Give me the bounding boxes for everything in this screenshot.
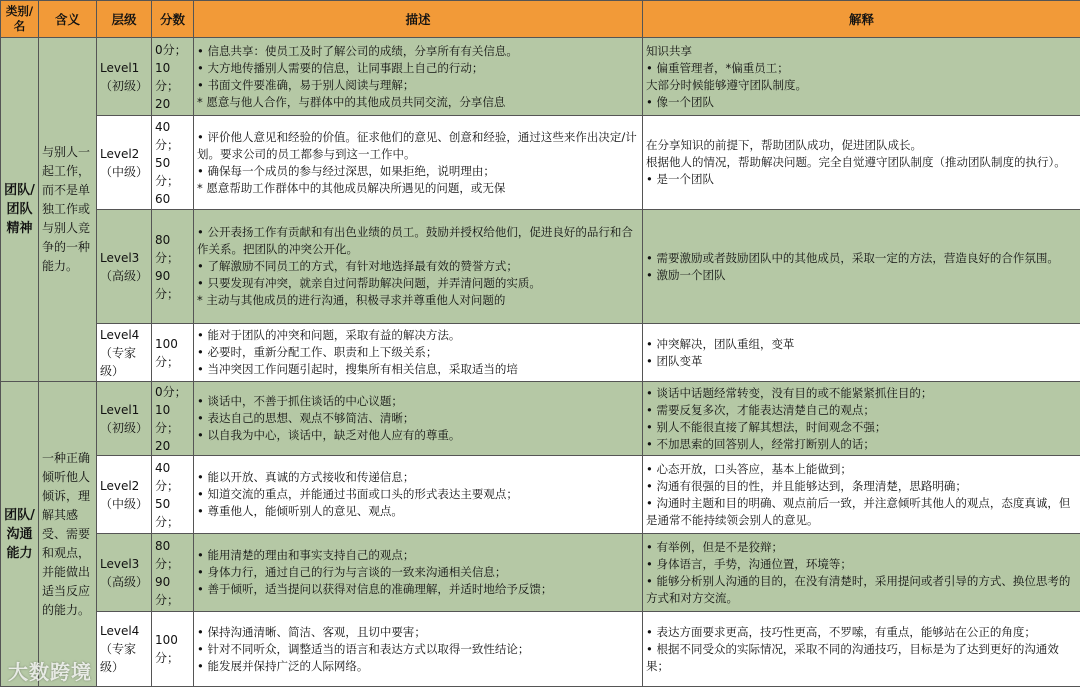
table-row bbox=[1, 456, 1080, 534]
header-description: 描述 bbox=[194, 1, 643, 38]
table-row bbox=[1, 534, 1080, 612]
header-meaning: 含义 bbox=[39, 1, 97, 38]
description-line: • 必要时，重新分配工作、职责和上下级关系； bbox=[197, 345, 438, 359]
description-line: • 尊重他人，能倾听别人的意见、观点。 bbox=[197, 504, 403, 518]
table-row bbox=[1, 324, 1080, 382]
description-line: * 愿意与他人合作，与群体中的其他成员共同交流，分享信息 bbox=[197, 94, 506, 109]
description-line: * 主动与其他成员的进行沟通，积极寻求并尊重他人对问题的 bbox=[197, 293, 506, 307]
score-cell: 80分；90分； bbox=[152, 210, 194, 324]
description-line: • 当冲突因工作问题引起时，搜集所有相关信息，采取适当的培 bbox=[197, 362, 518, 376]
score-cell: 40分；50分；60 bbox=[152, 116, 194, 210]
level-cell: Level4（专家级） bbox=[97, 612, 152, 687]
description-line: • 确保每一个成员的参与经过深思，如果拒绝，说明理由； bbox=[197, 163, 495, 178]
explanation-line: • 谈话中话题经常转变，没有目的或不能紧紧抓住目的； bbox=[646, 385, 933, 400]
level-cell: Level1（初级） bbox=[97, 382, 152, 456]
score-cell: 40分；50分； bbox=[152, 456, 194, 534]
explanation-line: • 沟通有很强的目的性，并且能够达到，条理清楚，思路明确； bbox=[646, 478, 967, 493]
description-line: • 针对不同听众，调整适当的语言和表达方式以取得一致性结论； bbox=[197, 641, 530, 656]
description-line: • 只要发现有冲突，就亲自过问帮助解决问题，并弄清问题的实质。 bbox=[197, 276, 541, 290]
explanation-line: • 表达方面要求更高，技巧性更高，不罗嗦，有重点，能够站在公正的角度； bbox=[646, 624, 1036, 639]
level-cell: Level4（专家级） bbox=[97, 324, 152, 382]
description-line: • 以自我为中心，谈话中，缺乏对他人应有的尊重。 bbox=[197, 428, 461, 442]
explanation-line: 大部分时候能够遵守团队制度。 bbox=[646, 77, 807, 92]
explanation-cell bbox=[643, 612, 1080, 687]
description-line: • 书面文件要准确，易于别人阅读与理解； bbox=[197, 77, 415, 92]
description-cell bbox=[194, 612, 643, 687]
explanation-line: 根据他人的情况，帮助解决问题。完全自觉遵守团队制度（推动团队制度的执行）。 bbox=[646, 155, 1066, 169]
header-level: 层级 bbox=[97, 1, 152, 38]
explanation-cell bbox=[643, 324, 1080, 382]
table-row bbox=[1, 116, 1080, 210]
score-cell: 0分；10分；20 bbox=[152, 382, 194, 456]
explanation-line: • 偏重管理者，*偏重员工； bbox=[646, 60, 789, 75]
explanation-cell bbox=[643, 116, 1080, 210]
meaning-cell: 一种正确倾听他人倾诉，理解其感受、需要和观点，并能做出适当反应的能力。 bbox=[39, 382, 97, 687]
explanation-line: • 身体语言，手势，沟通位置，环境等； bbox=[646, 556, 852, 571]
score-cell: 80分；90分； bbox=[152, 534, 194, 612]
description-line: • 了解激励不同员工的方式，有针对地选择最有效的赞誉方式； bbox=[197, 259, 518, 273]
level-cell: Level3（高级） bbox=[97, 534, 152, 612]
explanation-line: • 根据不同受众的实际情况，采取不同的沟通技巧，目标是为了达到更好的沟通效果； bbox=[646, 641, 1059, 673]
score-cell: 100分； bbox=[152, 612, 194, 687]
explanation-line: • 激励一个团队 bbox=[646, 267, 726, 282]
watermark-logo: 大数跨境 bbox=[8, 660, 92, 684]
header-category: 类别/名 bbox=[1, 1, 39, 38]
level-cell: Level3（高级） bbox=[97, 210, 152, 324]
explanation-cell bbox=[643, 382, 1080, 456]
category-cell: 团队/沟通能力 bbox=[1, 382, 39, 687]
description-cell bbox=[194, 324, 643, 382]
description-line: • 表达自己的思想、观点不够简洁、清晰； bbox=[197, 411, 415, 425]
description-line: • 信息共享：使员工及时了解公司的成绩，分享所有有关信息。 bbox=[197, 43, 518, 58]
header-row bbox=[1, 1, 1080, 38]
description-line: • 谈话中，不善于抓住谈话的中心议题； bbox=[197, 394, 403, 408]
description-line: • 能发展并保持广泛的人际网络。 bbox=[197, 658, 369, 673]
table-row bbox=[1, 612, 1080, 687]
explanation-line: • 不加思索的回答别人，经常打断别人的话； bbox=[646, 436, 875, 451]
explanation-line: • 沟通时主题和目的明确、观点前后一致，并注意倾听其他人的观点，态度真诚，但是通常不能持续领会别人的意见。 bbox=[646, 495, 1071, 527]
explanation-cell bbox=[643, 456, 1080, 534]
explanation-line: • 团队变革 bbox=[646, 353, 703, 368]
table-row bbox=[1, 210, 1080, 324]
description-cell bbox=[194, 38, 643, 116]
explanation-line: • 像一个团队 bbox=[646, 94, 714, 109]
description-line: • 能用清楚的理由和事实支持自己的观点； bbox=[197, 548, 415, 562]
description-cell bbox=[194, 382, 643, 456]
explanation-line: 知识共享 bbox=[646, 43, 692, 58]
description-line: • 公开表扬工作有贡献和有出色业绩的员工。鼓励并授权给他们，促进良好的品行和合作关系。把团队的冲突公开化。 bbox=[197, 225, 633, 256]
level-cell: Level2（中级） bbox=[97, 116, 152, 210]
explanation-cell bbox=[643, 38, 1080, 116]
description-line: • 善于倾听，适当提问以获得对信息的准确理解，并适时地给予反馈； bbox=[197, 582, 553, 596]
explanation-line: • 是一个团队 bbox=[646, 172, 714, 186]
description-line: • 能以开放、真诚的方式接收和传递信息； bbox=[197, 470, 415, 484]
score-cell: 100分； bbox=[152, 324, 194, 382]
description-line: • 评价他人意见和经验的价值。征求他们的意见、创意和经验，通过这些来作出决定/计划。要求公司的员工都参与到这一工作中。 bbox=[197, 129, 637, 161]
header-explanation: 解释 bbox=[643, 1, 1080, 38]
explanation-line: • 有举例，但是不是狡辩； bbox=[646, 539, 783, 554]
explanation-line: • 别人不能很直接了解其想法，时间观念不强； bbox=[646, 419, 887, 434]
category-cell: 团队/团队精神 bbox=[1, 38, 39, 382]
explanation-line: • 能够分析别人沟通的目的，在没有清楚时，采用提问或者引导的方式、换位思考的方式和对方交流。 bbox=[646, 573, 1071, 605]
explanation-line: • 冲突解决，团队重组，变革 bbox=[646, 336, 795, 351]
description-line: • 保持沟通清晰、简洁、客观，且切中要害； bbox=[197, 624, 426, 639]
explanation-cell bbox=[643, 210, 1080, 324]
level-cell: Level2（中级） bbox=[97, 456, 152, 534]
description-cell bbox=[194, 116, 643, 210]
description-cell bbox=[194, 456, 643, 534]
score-cell: 0分；10分；20 bbox=[152, 38, 194, 116]
header-score: 分数 bbox=[152, 1, 194, 38]
explanation-line: • 心态开放，口头答应，基本上能做到； bbox=[646, 461, 852, 476]
explanation-line: • 需要激励或者鼓励团队中的其他成员，采取一定的方法，营造良好的合作氛围。 bbox=[646, 250, 1059, 265]
meaning-cell: 与别人一起工作，而不是单独工作或与别人竞争的一种能力。 bbox=[39, 38, 97, 382]
explanation-line: 在分享知识的前提下，帮助团队成功，促进团队成长。 bbox=[646, 138, 922, 152]
table-row bbox=[1, 382, 1080, 456]
explanation-cell bbox=[643, 534, 1080, 612]
description-line: * 愿意帮助工作群体中的其他成员解决所遇见的问题，或无保 bbox=[197, 180, 506, 195]
level-cell: Level1（初级） bbox=[97, 38, 152, 116]
table-row bbox=[1, 38, 1080, 116]
description-cell bbox=[194, 210, 643, 324]
description-line: • 大方地传播别人需要的信息，让同事跟上自己的行动； bbox=[197, 60, 484, 75]
description-line: • 知道交流的重点，并能通过书面或口头的形式表达主要观点； bbox=[197, 487, 518, 501]
explanation-line: • 需要反复多次，才能表达清楚自己的观点； bbox=[646, 402, 875, 417]
description-line: • 能对于团队的冲突和问题，采取有益的解决方法。 bbox=[197, 328, 461, 342]
description-cell bbox=[194, 534, 643, 612]
description-line: • 身体力行，通过自己的行为与言谈的一致来沟通相关信息； bbox=[197, 565, 507, 579]
